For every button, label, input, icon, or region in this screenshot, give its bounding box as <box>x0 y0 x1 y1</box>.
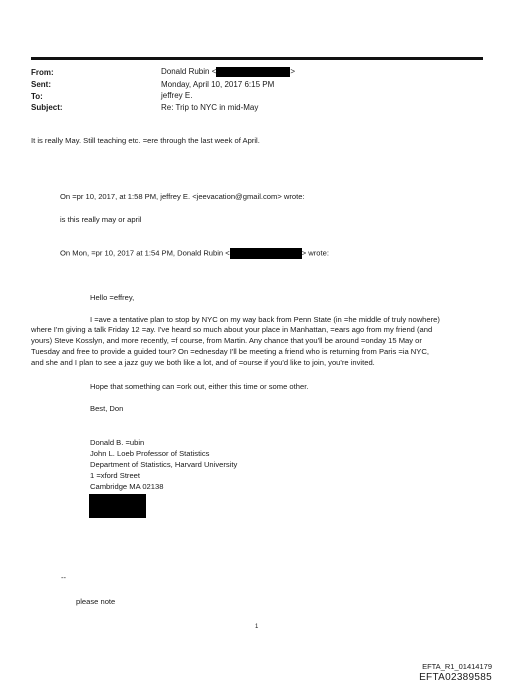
sent-label: Sent: <box>31 80 51 89</box>
greeting: Hello =effrey, <box>90 293 135 302</box>
from-end: > <box>290 67 296 77</box>
to-value: jeffrey E. <box>161 91 193 100</box>
signature-city: Cambridge MA 02138 <box>90 482 164 491</box>
subject-label: Subject: <box>31 103 63 112</box>
para-line-1: I =ave a tentative plan to stop by NYC on my way back from Penn State (in =he middle of truly nowhere) <box>90 315 440 324</box>
page-number: 1 <box>255 624 259 630</box>
quote2-header <box>60 248 329 259</box>
quote2-header-start: On Mon, =pr 10, 2017 at 1:54 PM, Donald Rubin < <box>60 248 230 258</box>
redaction-box <box>216 67 290 77</box>
please-note: please note <box>76 597 116 606</box>
from-value <box>161 67 295 77</box>
subject-value: Re: Trip to NYC in mid-May <box>161 103 259 112</box>
quote1-text: is this really may or april <box>60 215 142 224</box>
quote1-header: On =pr 10, 2017, at 1:58 PM, jeffrey E. <jeevacation@gmail.com> wrote: <box>60 192 305 201</box>
signature-dashes: -- <box>61 573 67 582</box>
signature-title: John L. Loeb Professor of Statistics <box>90 449 210 458</box>
quote2-header-end: > wrote: <box>301 248 329 258</box>
signature-dept: Department of Statistics, Harvard University <box>90 460 238 469</box>
closing: Best, Don <box>90 404 124 413</box>
reply-line: It is really May. Still teaching etc. =ere through the last week of April. <box>31 136 260 145</box>
from-label: From: <box>31 68 54 77</box>
redaction-box <box>230 248 302 259</box>
para-line-3: yours) Steve Kosslyn, and more recently, =f course, from Martin. Any chance that you'll be around =onday 15 May or <box>31 336 422 345</box>
signature-street: 1 =xford Street <box>90 471 141 480</box>
footer-id-2: EFTA02389585 <box>419 672 492 683</box>
signature-name: Donald B. =ubin <box>90 438 145 447</box>
para-line-5: and she and I plan to see a jazz guy we both like a lot, and of =ourse if you'd like to join, you're invited. <box>31 358 375 367</box>
sent-value: Monday, April 10, 2017 6:15 PM <box>161 80 275 89</box>
hope-line: Hope that something can =ork out, either this time or some other. <box>90 382 309 391</box>
para-line-2: where I'm giving a talk Friday 12 =ay. I've heard so much about your place in Manhattan, =ears ago from my friend (and <box>31 325 433 334</box>
header-rule <box>31 57 483 60</box>
redaction-box <box>89 494 146 518</box>
from-name: Donald Rubin < <box>161 67 217 77</box>
para-line-4: Tuesday and free to provide a guided tour? On =ednesday I'll be meeting a friend who is returning from Paris =ia NYC, <box>31 347 429 356</box>
footer-id-1: EFTA_R1_01414179 <box>422 662 492 671</box>
to-label: To: <box>31 92 43 101</box>
